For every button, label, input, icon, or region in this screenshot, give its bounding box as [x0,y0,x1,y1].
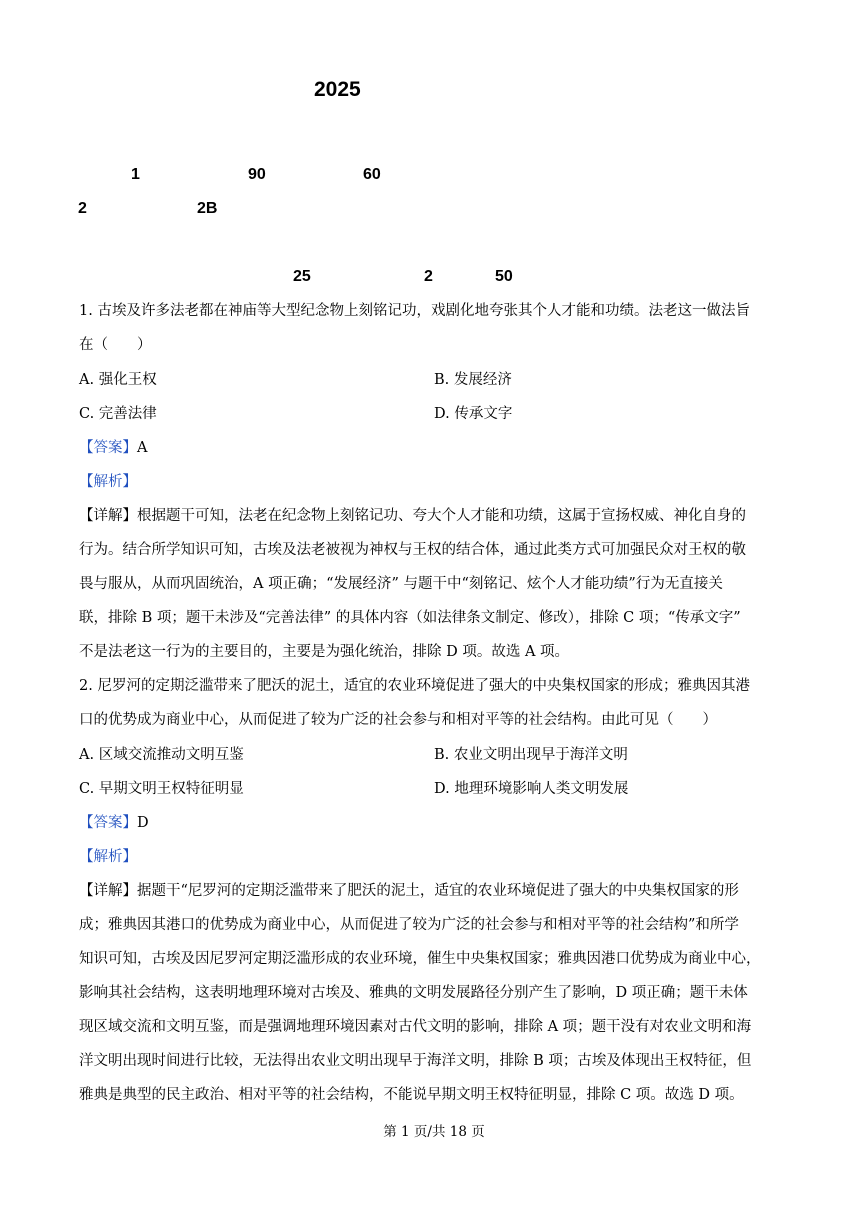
q2-detail-line: 洋文明出现时间进行比较，无法得出农业文明出现早于海洋文明，排除 B 项；古埃及体现出王权特征，但 [79,1053,752,1069]
answer-tag: 【答案】 [79,440,137,456]
q1-answer [79,439,808,457]
detail-tag: 【详解】 [79,508,137,524]
section-number: 25 [293,268,311,285]
q1-detail-line: 行为。结合所学知识可知，古埃及法老被视为神权与王权的结合体，通过此类方式可加强民众对王权的敬 [79,542,746,558]
q2-detail-line: 影响其社会结构，这表明地理环境对古埃及、雅典的文明发展路径分别产生了影响，D 项正确；题干未体 [79,985,748,1001]
detail-text: 据题干“尼罗河的定期泛滥带来了肥沃的泥土，适宜的农业环境促进了强大的中央集权国家的形 [137,883,739,899]
section-number: 2 [424,268,433,285]
q2-answer [79,814,808,832]
q2-option-c: C. 早期文明王权特征明显 [79,781,244,797]
analysis-tag: 【解析】 [79,474,137,490]
q1-detail-line: 联，排除 B 项；题干未涉及“完善法律” 的具体内容（如法律条文制定、修改），排除 C 项；“传承文字” [79,610,741,626]
q1-option-d: D. 传承文字 [434,406,513,422]
q2-option-d: D. 地理环境影响人类文明发展 [434,781,629,797]
answer-value: D [137,815,149,831]
answer-value: A [137,440,148,456]
q1-detail-line: 不是法老这一行为的主要目的，主要是为强化统治，排除 D 项。故选 A 项。 [79,644,570,660]
note-number: 1 [131,166,140,183]
question-2-stem: 2. 尼罗河的定期泛滥带来了肥沃的泥土，适宜的农业环境促进了强大的中央集权国家的形成；雅典因其港 [79,678,750,694]
section-number: 50 [495,268,513,285]
q2-detail-line: 雅典是典型的民主政治、相对平等的社会结构，不能说早期文明王权特征明显，排除 C 项。故选 D 项。 [79,1087,744,1103]
exam-year: 2025 [314,78,361,101]
note-number: 2B [197,200,218,217]
q2-option-b: B. 农业文明出现早于海洋文明 [434,747,628,763]
detail-text: 根据题干可知，法老在纪念物上刻铭记功、夸大个人才能和功绩，这属于宣扬权威、神化自身的 [137,508,746,524]
q1-detail-line: 畏与服从，从而巩固统治，A 项正确；“发展经济” 与题干中“刻铭记、炫个人才能功绩”行为无直接关 [79,576,723,592]
q2-detail [79,882,808,900]
question-2-stem-cont: 口的优势成为商业中心，从而促进了较为广泛的社会参与和相对平等的社会结构。由此可见（ ） [79,712,717,728]
q1-analysis-heading [79,473,808,491]
question-1-stem: 1. 古埃及许多法老都在神庙等大型纪念物上刻铭记功，戏剧化地夸张其个人才能和功绩。法老这一做法旨 [79,303,750,319]
q2-option-a: A. 区域交流推动文明互鉴 [79,747,244,763]
detail-tag: 【详解】 [79,883,137,899]
analysis-tag: 【解析】 [79,849,137,865]
note-number: 90 [248,166,266,183]
page-number: 第 1 页/共 18 页 [383,1124,485,1140]
q1-detail [79,507,808,525]
q2-detail-line: 现区域交流和文明互鉴，而是强调地理环境因素对古代文明的影响，排除 A 项；题干没有对农业文明和海 [79,1019,752,1035]
note-number: 2 [78,200,87,217]
note-number: 60 [363,166,381,183]
q1-option-c: C. 完善法律 [79,406,157,422]
q1-option-b: B. 发展经济 [434,372,512,388]
q2-detail-line: 知识可知，古埃及因尼罗河定期泛滥形成的农业环境，催生中央集权国家；雅典因港口优势成为商业中心， [79,951,761,967]
q1-option-a: A. 强化王权 [79,372,157,388]
answer-tag: 【答案】 [79,815,137,831]
question-1-stem-cont: 在（ ） [79,337,152,353]
q2-analysis-heading [79,848,808,866]
q2-detail-line: 成；雅典因其港口的优势成为商业中心，从而促进了较为广泛的社会参与和相对平等的社会结构”和所学 [79,917,739,933]
